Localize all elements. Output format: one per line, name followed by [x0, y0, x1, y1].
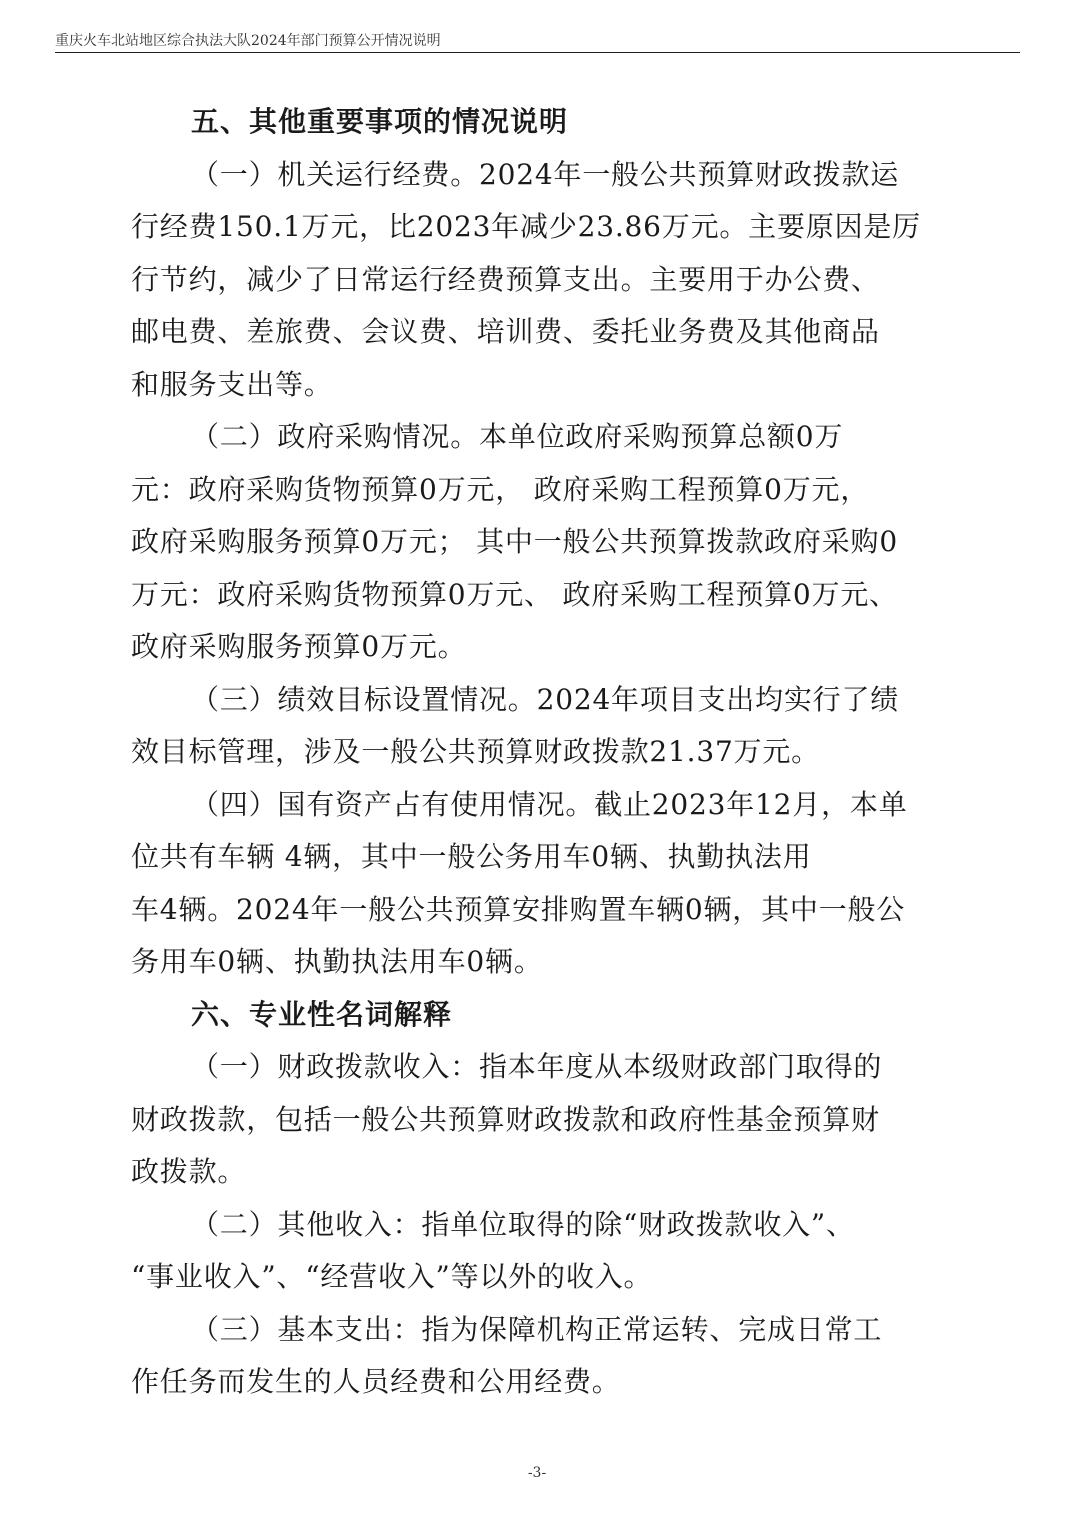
- paragraph-line: 政府采购服务预算0万元。: [131, 630, 467, 663]
- paragraph-line: 作任务而发生的人员经费和公用经费。: [131, 1365, 621, 1398]
- paragraph-line: （一）机关运行经费。2024年一般公共预算财政拨款运: [191, 157, 900, 191]
- paragraph-line: 行节约，减少了日常运行经费预算支出。主要用于办公费、: [131, 262, 880, 296]
- paragraph-line: “事业收入”、“经营收入”等以外的收入。: [131, 1260, 653, 1293]
- page-number: -3-: [527, 1465, 547, 1481]
- section-heading-6: 六、专业性名词解释: [191, 997, 453, 1031]
- paragraph-line: 元：政府采购货物预算0万元， 政府采购工程预算0万元，: [131, 472, 870, 506]
- paragraph-line: 车4辆。2024年一般公共预算安排购置车辆0辆，其中一般公: [131, 892, 906, 926]
- paragraph-line: （二）其他收入：指单位取得的除“财政拨款收入”、: [191, 1207, 855, 1241]
- document-body: [131, 96, 931, 1409]
- paragraph-line: 财政拨款，包括一般公共预算财政拨款和政府性基金预算财: [131, 1102, 880, 1136]
- paragraph-line: 位共有车辆 4辆，其中一般公务用车0辆、执勤执法用: [131, 840, 812, 873]
- paragraph-line: 邮电费、差旅费、会议费、培训费、委托业务费及其他商品: [131, 315, 880, 348]
- page-header: 重庆火车北站地区综合执法大队2024年部门预算公开情况说明: [55, 33, 441, 49]
- paragraph-line: 行经费150.1万元，比2023年减少23.86万元。主要原因是厉: [131, 210, 921, 243]
- paragraph-line: （四）国有资产占有使用情况。截止2023年12月，本单: [191, 787, 908, 821]
- paragraph-line: （二）政府采购情况。本单位政府采购预算总额0万: [191, 420, 844, 453]
- paragraph-line: （一）财政拨款收入：指本年度从本级财政部门取得的: [191, 1050, 883, 1083]
- header-divider: [55, 52, 1020, 53]
- paragraph-line: 务用车0辆、执勤执法用车0辆。: [131, 945, 543, 978]
- paragraph-line: 政拨款。: [131, 1155, 247, 1188]
- section-heading-5: 五、其他重要事项的情况说明: [191, 105, 569, 138]
- paragraph-line: （三）绩效目标设置情况。2024年项目支出均实行了绩: [191, 682, 900, 716]
- paragraph-line: 政府采购服务预算0万元； 其中一般公共预算拨款政府采购0: [131, 525, 898, 558]
- paragraph-line: 和服务支出等。: [131, 367, 333, 401]
- paragraph-line: 效目标管理，涉及一般公共预算财政拨款21.37万元。: [131, 735, 820, 768]
- paragraph-line: 万元：政府采购货物预算0万元、 政府采购工程预算0万元、: [131, 577, 898, 611]
- paragraph-line: （三）基本支出：指为保障机构正常运转、完成日常工: [191, 1312, 883, 1346]
